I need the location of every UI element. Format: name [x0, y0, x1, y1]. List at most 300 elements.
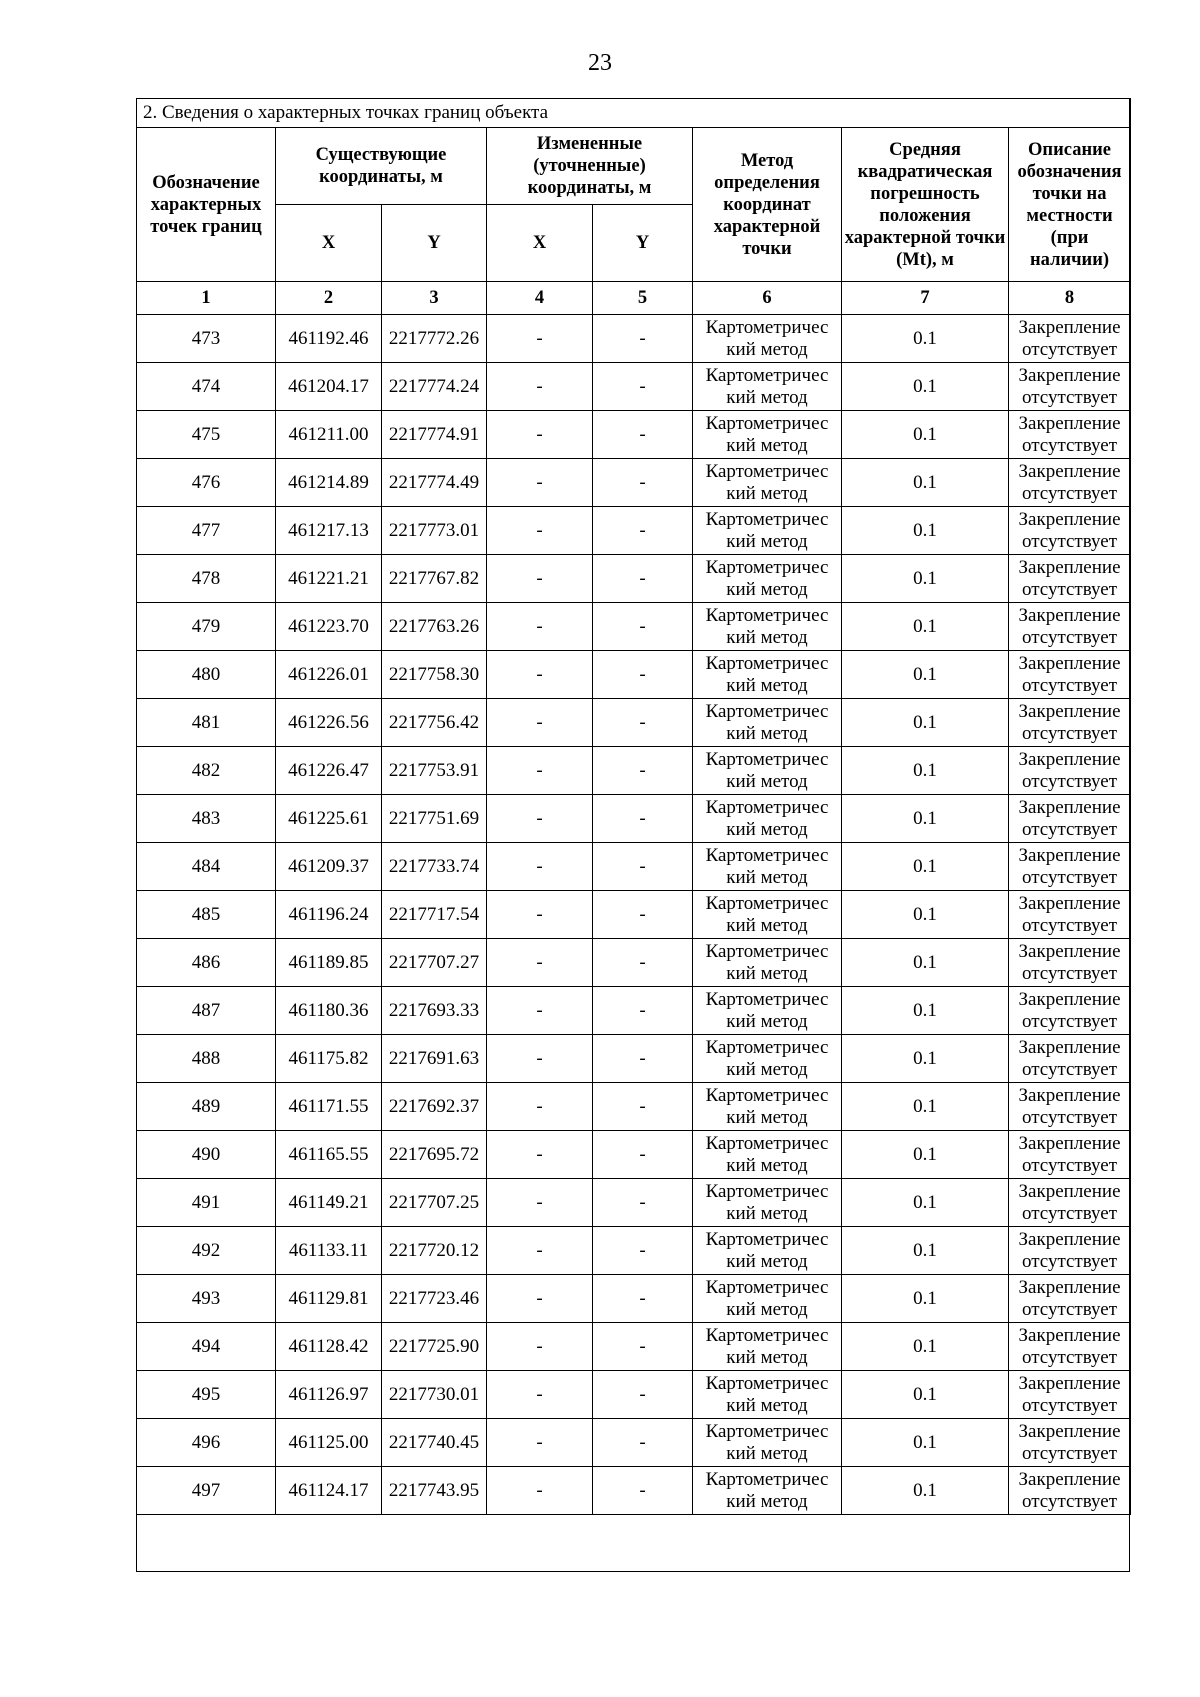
cell-description — [1009, 1323, 1131, 1371]
cell-error — [842, 507, 1009, 555]
cell-text: - — [536, 327, 543, 349]
boundary-points-table — [136, 98, 1131, 1515]
cell-text: отсутствует — [1021, 818, 1118, 840]
cell-text: Картометричес — [705, 1084, 829, 1106]
cell-point-number — [137, 315, 276, 363]
cell-text: Картометричес — [705, 412, 829, 434]
cell-existing-x — [276, 603, 382, 651]
cell-text: 479 — [191, 615, 221, 637]
cell-text: кий метод — [726, 1058, 808, 1080]
cell-error — [842, 459, 1009, 507]
header-existing-coordinates: Существующие координаты, м — [276, 128, 487, 205]
cell-text: 461217.13 — [288, 519, 369, 541]
cell-text: Закрепление — [1018, 652, 1121, 674]
column-number: 7 — [842, 282, 1009, 315]
cell-text: 0.1 — [913, 1335, 937, 1357]
cell-changed-x — [487, 1275, 593, 1323]
cell-text: - — [639, 999, 646, 1021]
cell-text: - — [639, 951, 646, 973]
cell-text: - — [536, 1335, 543, 1357]
cell-changed-x — [487, 843, 593, 891]
cell-text: Закрепление — [1018, 844, 1121, 866]
cell-existing-x — [276, 1083, 382, 1131]
cell-text: - — [639, 567, 646, 589]
cell-text: 2217733.74 — [388, 855, 480, 877]
cell-point-number — [137, 1371, 276, 1419]
cell-description — [1009, 1227, 1131, 1275]
cell-text: 461128.42 — [288, 1335, 369, 1357]
cell-text: 461211.00 — [288, 423, 369, 445]
cell-text: 495 — [191, 1383, 221, 1405]
cell-existing-y — [382, 987, 487, 1035]
cell-text: кий метод — [726, 1250, 808, 1272]
cell-text: отсутствует — [1021, 482, 1118, 504]
cell-point-number — [137, 795, 276, 843]
cell-changed-y — [593, 459, 693, 507]
cell-method — [693, 1083, 842, 1131]
cell-method — [693, 651, 842, 699]
cell-text: 461204.17 — [288, 375, 369, 397]
cell-text: отсутствует — [1021, 1202, 1118, 1224]
cell-text: - — [639, 423, 646, 445]
cell-changed-y — [593, 1227, 693, 1275]
cell-text: 2217720.12 — [388, 1239, 480, 1261]
cell-method — [693, 987, 842, 1035]
cell-existing-x — [276, 1227, 382, 1275]
table-row — [137, 411, 1131, 459]
cell-text: кий метод — [726, 338, 808, 360]
cell-changed-y — [593, 363, 693, 411]
cell-text: отсутствует — [1021, 1154, 1118, 1176]
cell-changed-y — [593, 315, 693, 363]
cell-text: - — [639, 1479, 646, 1501]
cell-text: Закрепление — [1018, 892, 1121, 914]
cell-text: - — [639, 855, 646, 877]
cell-text: отсутствует — [1021, 578, 1118, 600]
cell-text: - — [536, 903, 543, 925]
header-changed-coordinates: Измененные (уточненные) координаты, м — [487, 128, 693, 205]
cell-text: 485 — [191, 903, 221, 925]
cell-error — [842, 603, 1009, 651]
cell-text: Закрепление — [1018, 1228, 1121, 1250]
cell-text: 2217723.46 — [388, 1287, 480, 1309]
cell-text: отсутствует — [1021, 1490, 1118, 1512]
cell-text: отсутствует — [1021, 1058, 1118, 1080]
cell-text: кий метод — [726, 1154, 808, 1176]
cell-changed-x — [487, 1419, 593, 1467]
table-row — [137, 555, 1131, 603]
cell-text: 0.1 — [913, 1047, 937, 1069]
column-number: 6 — [693, 282, 842, 315]
cell-text: отсутствует — [1021, 1442, 1118, 1464]
cell-text: Закрепление — [1018, 1324, 1121, 1346]
cell-existing-y — [382, 843, 487, 891]
cell-error — [842, 939, 1009, 987]
cell-description — [1009, 363, 1131, 411]
cell-changed-x — [487, 1371, 593, 1419]
cell-error — [842, 651, 1009, 699]
cell-existing-x — [276, 411, 382, 459]
table-row — [137, 459, 1131, 507]
cell-text: кий метод — [726, 1010, 808, 1032]
cell-text: - — [639, 663, 646, 685]
cell-changed-y — [593, 891, 693, 939]
cell-text: 461223.70 — [288, 615, 369, 637]
cell-existing-y — [382, 411, 487, 459]
cell-text: 461171.55 — [288, 1095, 369, 1117]
cell-text: кий метод — [726, 1106, 808, 1128]
cell-text: 489 — [191, 1095, 221, 1117]
cell-error — [842, 1275, 1009, 1323]
cell-method — [693, 1131, 842, 1179]
cell-description — [1009, 1179, 1131, 1227]
table-row — [137, 891, 1131, 939]
cell-text: - — [639, 1191, 646, 1213]
cell-text: 0.1 — [913, 1191, 937, 1213]
cell-text: отсутствует — [1021, 434, 1118, 456]
cell-text: 0.1 — [913, 519, 937, 541]
cell-text: 0.1 — [913, 903, 937, 925]
cell-text: 478 — [191, 567, 221, 589]
header-x-changed: X — [487, 205, 593, 282]
cell-text: отсутствует — [1021, 866, 1118, 888]
cell-changed-y — [593, 1275, 693, 1323]
cell-text: - — [536, 951, 543, 973]
cell-text: 488 — [191, 1047, 221, 1069]
cell-text: - — [639, 1047, 646, 1069]
table-row — [137, 315, 1131, 363]
header-method: Метод определения координат характерной точки — [693, 128, 842, 282]
cell-text: кий метод — [726, 770, 808, 792]
table-row — [137, 1179, 1131, 1227]
cell-changed-x — [487, 555, 593, 603]
cell-text: Картометричес — [705, 364, 829, 386]
cell-text: Закрепление — [1018, 1420, 1121, 1442]
cell-text: 481 — [191, 711, 221, 733]
cell-changed-x — [487, 603, 593, 651]
cell-text: 461129.81 — [288, 1287, 369, 1309]
cell-description — [1009, 555, 1131, 603]
cell-error — [842, 411, 1009, 459]
cell-text: 2217774.24 — [388, 375, 480, 397]
cell-changed-y — [593, 795, 693, 843]
header-y-changed: Y — [593, 205, 693, 282]
cell-text: 461214.89 — [288, 471, 369, 493]
cell-text: Картометричес — [705, 988, 829, 1010]
cell-text: 0.1 — [913, 951, 937, 973]
cell-changed-y — [593, 411, 693, 459]
cell-changed-y — [593, 1131, 693, 1179]
table-row — [137, 987, 1131, 1035]
cell-text: - — [639, 1239, 646, 1261]
cell-text: - — [639, 1431, 646, 1453]
cell-existing-y — [382, 1371, 487, 1419]
table-row — [137, 1035, 1131, 1083]
cell-text: - — [536, 1095, 543, 1117]
cell-point-number — [137, 1323, 276, 1371]
cell-changed-x — [487, 795, 593, 843]
cell-method — [693, 411, 842, 459]
cell-point-number — [137, 699, 276, 747]
cell-existing-y — [382, 939, 487, 987]
cell-text: - — [536, 615, 543, 637]
table-row — [137, 795, 1131, 843]
cell-text: - — [639, 711, 646, 733]
cell-text: Закрепление — [1018, 1036, 1121, 1058]
cell-method — [693, 555, 842, 603]
cell-text: - — [536, 711, 543, 733]
cell-text: отсутствует — [1021, 962, 1118, 984]
cell-error — [842, 987, 1009, 1035]
cell-text: Картометричес — [705, 1276, 829, 1298]
cell-text: 2217774.49 — [388, 471, 480, 493]
cell-text: Картометричес — [705, 1468, 829, 1490]
cell-text: 477 — [191, 519, 221, 541]
cell-text: 2217774.91 — [388, 423, 480, 445]
cell-text: отсутствует — [1021, 530, 1118, 552]
cell-text: Картометричес — [705, 1420, 829, 1442]
cell-point-number — [137, 987, 276, 1035]
cell-existing-x — [276, 1419, 382, 1467]
cell-text: 2217763.26 — [388, 615, 480, 637]
cell-existing-y — [382, 1419, 487, 1467]
cell-text: 461133.11 — [288, 1239, 369, 1261]
cell-existing-x — [276, 939, 382, 987]
cell-text: кий метод — [726, 866, 808, 888]
cell-text: 0.1 — [913, 1431, 937, 1453]
cell-text: Закрепление — [1018, 748, 1121, 770]
cell-description — [1009, 507, 1131, 555]
table-row — [137, 843, 1131, 891]
column-number: 4 — [487, 282, 593, 315]
cell-text: 473 — [191, 327, 221, 349]
cell-existing-x — [276, 747, 382, 795]
cell-existing-x — [276, 843, 382, 891]
cell-error — [842, 363, 1009, 411]
table-row — [137, 939, 1131, 987]
cell-point-number — [137, 939, 276, 987]
cell-text: отсутствует — [1021, 674, 1118, 696]
cell-error — [842, 1371, 1009, 1419]
cell-method — [693, 1275, 842, 1323]
cell-method — [693, 363, 842, 411]
table-row — [137, 1371, 1131, 1419]
cell-text: отсутствует — [1021, 338, 1118, 360]
cell-description — [1009, 1083, 1131, 1131]
cell-changed-x — [487, 459, 593, 507]
cell-point-number — [137, 1179, 276, 1227]
cell-text: 0.1 — [913, 471, 937, 493]
cell-error — [842, 1227, 1009, 1275]
cell-text: кий метод — [726, 626, 808, 648]
cell-text: 497 — [191, 1479, 221, 1501]
cell-method — [693, 795, 842, 843]
cell-text: 2217695.72 — [388, 1143, 480, 1165]
cell-method — [693, 747, 842, 795]
cell-method — [693, 1227, 842, 1275]
cell-text: - — [639, 615, 646, 637]
cell-text: Закрепление — [1018, 700, 1121, 722]
cell-error — [842, 1083, 1009, 1131]
cell-text: Картометричес — [705, 460, 829, 482]
cell-text: 461221.21 — [288, 567, 369, 589]
cell-text: 492 — [191, 1239, 221, 1261]
cell-description — [1009, 987, 1131, 1035]
cell-text: Закрепление — [1018, 1468, 1121, 1490]
cell-text: - — [536, 1239, 543, 1261]
cell-description — [1009, 795, 1131, 843]
cell-method — [693, 459, 842, 507]
cell-changed-y — [593, 651, 693, 699]
cell-description — [1009, 603, 1131, 651]
cell-existing-y — [382, 459, 487, 507]
cell-error — [842, 747, 1009, 795]
cell-changed-y — [593, 1035, 693, 1083]
cell-point-number — [137, 1275, 276, 1323]
cell-text: Закрепление — [1018, 1132, 1121, 1154]
table-body — [137, 315, 1131, 1515]
cell-existing-y — [382, 651, 487, 699]
cell-description — [1009, 459, 1131, 507]
cell-text: 2217767.82 — [388, 567, 480, 589]
cell-text: 474 — [191, 375, 221, 397]
cell-text: Картометричес — [705, 1324, 829, 1346]
cell-text: 484 — [191, 855, 221, 877]
cell-point-number — [137, 1035, 276, 1083]
table-row — [137, 1323, 1131, 1371]
cell-existing-y — [382, 1179, 487, 1227]
cell-point-number — [137, 459, 276, 507]
cell-text: 0.1 — [913, 1287, 937, 1309]
cell-point-number — [137, 1083, 276, 1131]
cell-method — [693, 1419, 842, 1467]
cell-text: 496 — [191, 1431, 221, 1453]
cell-text: - — [639, 1383, 646, 1405]
cell-text: 0.1 — [913, 1383, 937, 1405]
cell-error — [842, 795, 1009, 843]
cell-text: 0.1 — [913, 1095, 937, 1117]
cell-text: 2217758.30 — [388, 663, 480, 685]
cell-point-number — [137, 1467, 276, 1515]
cell-existing-x — [276, 1371, 382, 1419]
cell-changed-x — [487, 987, 593, 1035]
cell-method — [693, 843, 842, 891]
cell-description — [1009, 747, 1131, 795]
cell-text: Закрепление — [1018, 988, 1121, 1010]
cell-changed-y — [593, 699, 693, 747]
cell-error — [842, 1323, 1009, 1371]
cell-point-number — [137, 363, 276, 411]
cell-text: 2217725.90 — [388, 1335, 480, 1357]
cell-text: Закрепление — [1018, 316, 1121, 338]
cell-existing-x — [276, 1467, 382, 1515]
cell-text: 2217693.33 — [388, 999, 480, 1021]
cell-existing-x — [276, 315, 382, 363]
cell-description — [1009, 651, 1131, 699]
cell-existing-y — [382, 363, 487, 411]
cell-text: Картометричес — [705, 508, 829, 530]
column-number-row — [137, 282, 1131, 315]
cell-text: 461165.55 — [288, 1143, 369, 1165]
table-row — [137, 1131, 1131, 1179]
cell-existing-y — [382, 1131, 487, 1179]
cell-text: кий метод — [726, 530, 808, 552]
cell-method — [693, 507, 842, 555]
header-y: Y — [382, 205, 487, 282]
cell-changed-x — [487, 411, 593, 459]
cell-text: - — [639, 903, 646, 925]
cell-text: 461180.36 — [288, 999, 369, 1021]
cell-text: кий метод — [726, 722, 808, 744]
cell-text: - — [639, 759, 646, 781]
cell-description — [1009, 699, 1131, 747]
cell-text: 2217717.54 — [388, 903, 480, 925]
table-row — [137, 1467, 1131, 1515]
cell-text: - — [536, 1431, 543, 1453]
cell-method — [693, 315, 842, 363]
cell-text: кий метод — [726, 386, 808, 408]
cell-changed-y — [593, 507, 693, 555]
column-number: 1 — [137, 282, 276, 315]
cell-existing-y — [382, 891, 487, 939]
table-row — [137, 651, 1131, 699]
cell-description — [1009, 939, 1131, 987]
cell-existing-y — [382, 1467, 487, 1515]
cell-text: Картометричес — [705, 652, 829, 674]
cell-existing-y — [382, 1227, 487, 1275]
cell-existing-y — [382, 795, 487, 843]
cell-changed-y — [593, 1371, 693, 1419]
cell-error — [842, 1131, 1009, 1179]
cell-text: 461124.17 — [288, 1479, 369, 1501]
header-x: X — [276, 205, 382, 282]
cell-text: отсутствует — [1021, 722, 1118, 744]
cell-text: - — [639, 1287, 646, 1309]
cell-text: отсутствует — [1021, 626, 1118, 648]
cell-description — [1009, 315, 1131, 363]
cell-text: 483 — [191, 807, 221, 829]
cell-text: Картометричес — [705, 604, 829, 626]
cell-changed-y — [593, 603, 693, 651]
cell-text: Закрепление — [1018, 1276, 1121, 1298]
cell-text: отсутствует — [1021, 770, 1118, 792]
cell-point-number — [137, 1227, 276, 1275]
cell-text: - — [639, 1335, 646, 1357]
header-designation: Обозначение характерных точек границ — [137, 128, 276, 282]
cell-text: отсутствует — [1021, 914, 1118, 936]
cell-text: 2217753.91 — [388, 759, 480, 781]
cell-text: Закрепление — [1018, 1084, 1121, 1106]
cell-text: кий метод — [726, 1394, 808, 1416]
cell-changed-y — [593, 1467, 693, 1515]
cell-text: 0.1 — [913, 1143, 937, 1165]
cell-text: 0.1 — [913, 567, 937, 589]
cell-text: 2217730.01 — [388, 1383, 480, 1405]
cell-text: 0.1 — [913, 663, 937, 685]
cell-changed-x — [487, 1083, 593, 1131]
cell-text: Закрепление — [1018, 508, 1121, 530]
cell-method — [693, 1323, 842, 1371]
cell-changed-x — [487, 1035, 593, 1083]
cell-text: 494 — [191, 1335, 221, 1357]
cell-text: Картометричес — [705, 1132, 829, 1154]
cell-changed-y — [593, 843, 693, 891]
column-number: 3 — [382, 282, 487, 315]
cell-text: 486 — [191, 951, 221, 973]
cell-changed-y — [593, 1419, 693, 1467]
cell-error — [842, 315, 1009, 363]
cell-text: - — [536, 759, 543, 781]
